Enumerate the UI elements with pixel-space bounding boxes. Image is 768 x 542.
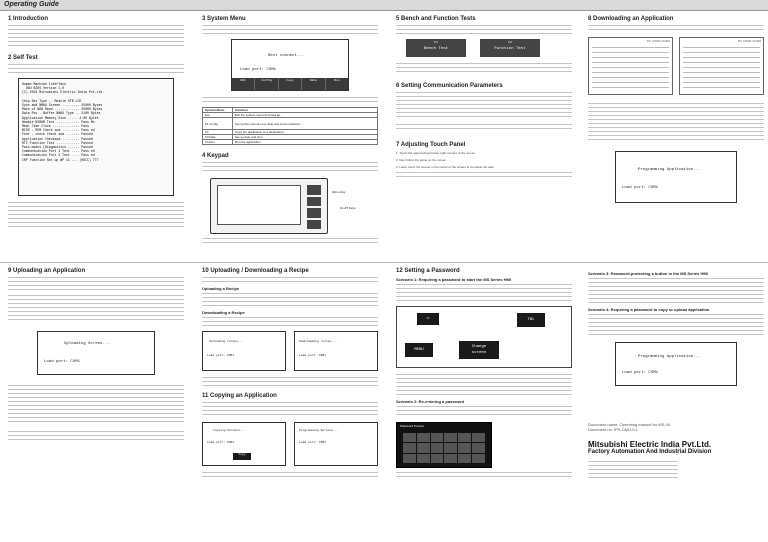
function-key-label: F1-F5 Keys xyxy=(340,206,356,210)
table-row: F4 Run Run the application xyxy=(203,140,378,145)
section-body xyxy=(8,64,184,74)
copy-key[interactable]: Copy xyxy=(278,78,301,90)
load-port-label: Load port: COM1 xyxy=(240,68,277,72)
system-menu-screen xyxy=(231,39,349,91)
section-body xyxy=(396,63,572,75)
load-port-label: Load port: COM1 xyxy=(44,360,81,364)
section-body xyxy=(8,202,184,228)
column-4 xyxy=(588,16,764,203)
table-row: Esc Exit the system menu and load ap... xyxy=(203,113,378,118)
section-body xyxy=(396,124,572,132)
system-menu-table xyxy=(202,107,378,145)
lcd-text: Programming Application... xyxy=(638,355,701,359)
section-title: 4 Keypad xyxy=(202,153,229,159)
wiring-diagram: PC COM1 COM2 xyxy=(679,37,764,95)
section-title: 7 Adjusting Touch Panel xyxy=(396,142,466,148)
step-3: 3. Lastly touch the square in the center of the screen to complete the task. xyxy=(396,165,495,169)
section-body xyxy=(8,431,184,441)
wiring-diagrams xyxy=(588,37,764,95)
section-body xyxy=(396,25,572,35)
table-row: F2 Copy the application to a destination... xyxy=(203,130,378,135)
programming-screen xyxy=(615,342,737,386)
copy-screens xyxy=(202,422,378,466)
table-row: F1 Config Set up the internal error date and communication... xyxy=(203,118,378,130)
section-body xyxy=(588,278,764,304)
change-screen-button[interactable]: Change screen xyxy=(459,341,499,359)
company-name: Mitsubishi Electric India Pvt.Ltd. xyxy=(588,440,712,449)
column-3-bottom xyxy=(396,268,572,478)
wiring-diagram: PC COM1 COM2 xyxy=(588,37,673,95)
section-title: 10 Uploading / Downloading a Recipe xyxy=(202,268,309,274)
self-test-panel: Human Machine Interface DGU BIOS Version 1.0 (C) 2013 Mitsubishi Electric India Pvt.Ltd. Chip Set Type -- Module STR LCD Sync and NMAX Screen ......... 25000 Bytes Rate of NDB Read ............. 25000 Bytes Data Pos - Buffer NMAX Type .. 2100 Bytes Application Memory Size ..... 4.00 Bytes Newbie NVRAM Test ............ Pass Mx Real Time Clock .............. Pass BIOS - ROM Check sum ......... Pass ed Font - check Check sum ....... Passed Application Checksum ......... Passed RTC Function Test ............ Passed Pass modes (Diagnostics ...... Passed Communication Port 1 Test .... Pass ed Communication Port 2 Test .... Pass ed CRP function Set up WP 11 --- (0DCC) 777 xyxy=(18,78,174,196)
section-title: 2 Self Test xyxy=(8,55,38,61)
column-1-bottom xyxy=(8,268,184,441)
run-key[interactable]: Run xyxy=(325,78,348,90)
lcd-text: Next connect... xyxy=(268,54,305,58)
password-prompt: Password Prompt xyxy=(396,422,492,468)
menu-button[interactable]: MENU xyxy=(405,343,433,357)
copying-screen: Copying Screens... Load port: COM1 Copy xyxy=(202,422,286,466)
config-key[interactable]: Config xyxy=(254,78,277,90)
section-body xyxy=(202,317,378,327)
section-title: 6 Setting Communication Parameters xyxy=(396,83,503,89)
lcd-text: Programming Application... xyxy=(638,168,701,172)
section-body xyxy=(396,472,572,478)
load-port-label: Load port: COM1 xyxy=(622,371,659,375)
section-body xyxy=(396,284,572,302)
section-title: 12 Setting a Password xyxy=(396,268,460,274)
password-keypad[interactable] xyxy=(403,433,485,463)
sub-title: Uploading a Recipe xyxy=(202,286,240,291)
section-body xyxy=(202,238,378,244)
esc-key[interactable]: ESC xyxy=(232,78,254,90)
section-title: 9 Uploading an Application xyxy=(8,268,86,274)
step-2: 2. Next follow the same on the screen. xyxy=(396,158,448,162)
uploading-recipe-screen: Uploading recipe... Load port: COM1 xyxy=(202,331,286,371)
section-body xyxy=(202,472,378,478)
column-2 xyxy=(202,16,378,244)
section-body xyxy=(588,103,764,141)
bench-test-key[interactable]: F1 Bench Test xyxy=(406,39,466,57)
section-body xyxy=(202,293,378,307)
keypad-diagram xyxy=(202,176,378,236)
menu-key-label: Menu Key xyxy=(332,190,346,194)
section-body xyxy=(202,377,378,387)
column-1 xyxy=(8,16,184,228)
section-body xyxy=(8,295,184,323)
section-title: 5 Bench and Function Tests xyxy=(396,16,476,22)
column-2-bottom xyxy=(202,268,378,478)
column-4-bottom xyxy=(588,268,764,479)
section-body xyxy=(396,172,572,178)
table-header: Function xyxy=(233,108,378,113)
programming-screens: Programming Screens... Load port: COM1 xyxy=(294,422,378,466)
section-title: 1 Introduction xyxy=(8,16,48,22)
load-port-label: Load port: COM1 xyxy=(622,186,659,190)
column-3 xyxy=(396,16,572,178)
copy-button[interactable]: Copy xyxy=(233,453,251,460)
section-body xyxy=(396,374,572,396)
tbl-button[interactable]: TBL xyxy=(517,313,545,327)
page-divider xyxy=(0,262,768,263)
table-header: System Menu xyxy=(203,108,233,113)
document-number: Document no: IPS-DMU-0-1 xyxy=(588,427,639,432)
section-body xyxy=(588,314,764,336)
header-bar xyxy=(0,0,768,11)
downloading-recipe-screen: Downloading recipe... Load port: COM1 xyxy=(294,331,378,371)
division-name: Factory Automation And Industrial Division xyxy=(588,449,712,455)
lcd-text: Uploading Screen... xyxy=(64,342,110,346)
function-test-key[interactable]: F2 Function Test xyxy=(480,39,540,57)
document-name: Document name: Operating manual for MS-04 xyxy=(588,422,671,427)
uploading-screen xyxy=(37,331,155,375)
section-body xyxy=(396,92,572,118)
section-body xyxy=(202,162,378,172)
sub-title: Scenario 4: Requiring a password to copy or upload application xyxy=(588,307,710,312)
section-title: 8 Downloading an Application xyxy=(588,16,674,22)
section-body xyxy=(202,277,378,283)
hmi-display xyxy=(217,185,301,225)
date-key[interactable]: Date xyxy=(301,78,324,90)
section-body xyxy=(8,25,184,47)
sub-title: Scenario 1: Requiring a password to start the MS Series HMI xyxy=(396,277,511,282)
step-1: 1. Touch the upper left and lower right corners of the screen. xyxy=(396,151,476,155)
section-title: 11 Copying an Application xyxy=(202,393,277,399)
section-body xyxy=(396,406,572,418)
key-button[interactable]: ▭ xyxy=(417,313,439,325)
sub-title: Scenario 2: Re-entering a password xyxy=(396,399,465,404)
section-body xyxy=(588,25,764,33)
programming-screen xyxy=(615,151,737,203)
recipe-screens xyxy=(202,331,378,371)
section-body xyxy=(202,97,378,103)
header-title: Operating Guide xyxy=(4,1,59,8)
section-title: 3 System Menu xyxy=(202,16,246,22)
section-body xyxy=(202,402,378,418)
section-body xyxy=(202,25,378,35)
section-body xyxy=(8,277,184,291)
test-key-row xyxy=(406,39,572,57)
address-block xyxy=(588,461,678,479)
keypad-keys xyxy=(307,185,321,229)
sub-title: Downloading a Recipe xyxy=(202,310,245,315)
hmi-device xyxy=(210,178,328,234)
table-row: F3 Date Set up date and time xyxy=(203,135,378,140)
section-body xyxy=(8,385,184,425)
password-screen-diagram xyxy=(396,306,572,368)
sub-title: Scenario 3: Password-protecting a button in the MS Series HMI xyxy=(588,271,708,276)
